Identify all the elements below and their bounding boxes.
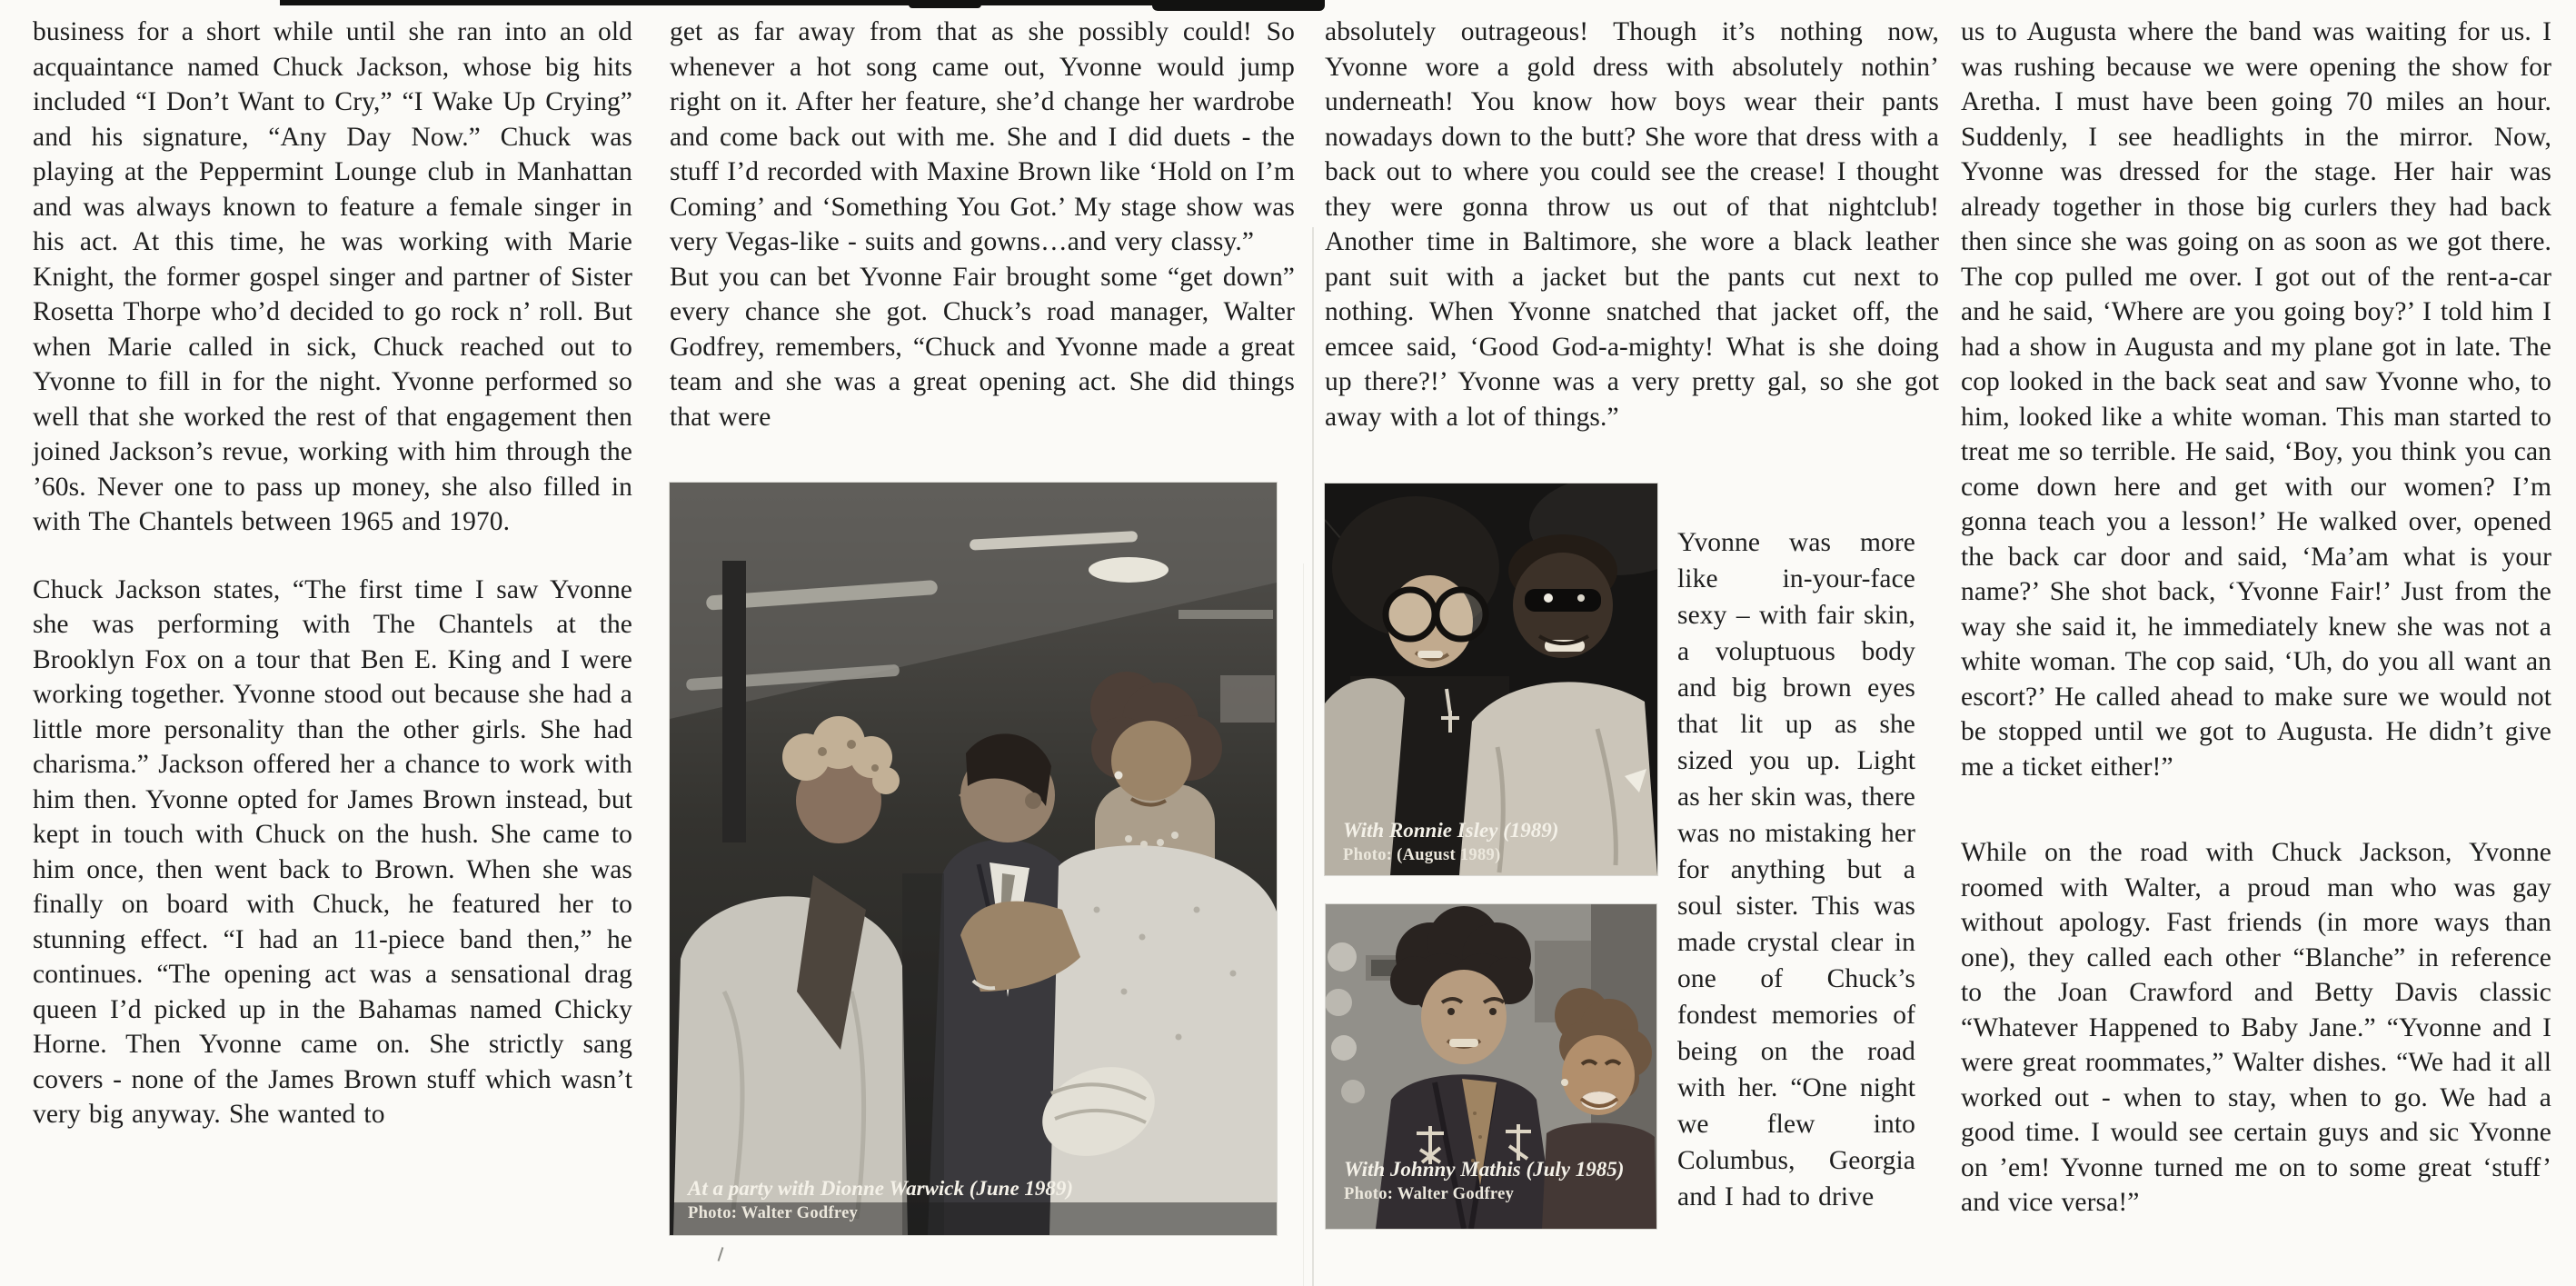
scan-edge-artifact-thick [909, 0, 981, 8]
ronnie-photo-illustration [1325, 483, 1657, 875]
paragraph-chuck-states: Chuck Jackson states, “The first time I saw Yvonne she was performing with The Chantels at the Brooklyn Fox on a tour that Ben E. King and I were working together. Yvonne stood out because she had a little more personality than the other girls. She had charisma.” Jackson offered her a chance to work with him then. Yvonne opted for James Brown instead, but kept in touch with Chuck on the hush. She came to him once, then went back to Brown. When she was finally on board with Chuck, he featured her to stunning effect. “I had an 11-piece band then,” he continues. “The opening act was a sensational drag queen I’d picked up in the Bahamas named Chicky Horne. Then Yvonne came on. She strictly sang covers - none of the James Brown stuff which wasn’t very big anyway. She wanted to [33, 574, 632, 1129]
photo-johnny-mathis [1326, 904, 1656, 1229]
photo-party-dionne-warwick [670, 483, 1277, 1235]
page-fold-line [1312, 227, 1314, 1286]
caption-title: With Ronnie Isley (1989) [1343, 819, 1559, 842]
text-column-3-top [1325, 15, 1939, 482]
text-column-2 [670, 15, 1295, 482]
paragraph-augusta: us to Augusta where the band was waiting for us. I was rushing because we were opening the show for Aretha. I must have been going 70 miles an hour. Suddenly, I see headlights in the mirror. Now, Yvonne was dressed for the stage. Her hair was already together in those big curlers they had back then since she was going on as soon as we got there. The cop pulled me over. I got out of the rent-a-car and he said, ‘Where are you going boy?’ I told him I had a show in Augusta and my plane got in late. The cop looked in the back seat and saw Yvonne who, to him, looked like a white woman. This man started to treat me so terrible. He said, ‘Boy, you think you can come down here and get with our women? I’m gonna teach you a lesson!’ He walked over, opened the back car door and said, ‘Ma’am what is your name?’ She shot back, ‘Yvonne Fair!’ Just from the way she said it, he immediately knew she was not a white woman. The cop said, ‘Uh, do you all want an escort?’ He called ahead to make sure we would not be stopped until we got to Augusta. He didn’t give me a ticket either!” [1961, 17, 2551, 782]
paragraph-outrageous: absolutely outrageous! Though it’s nothing now, Yvonne wore a gold dress with absolutely nothin’ underneath! You know how boys wear their pants nowadays down to the butt? She wore that dress with a back out to where you could see the crease! I thought they were gonna throw us out of that nightclub! Another time in Baltimore, she wore a black leather pant suit with a jacket but the pants cut next to nothing. When Yvonne snatched that jacket off, the emcee said, ‘Good God-a-mighty! What is she doing up there?!’ Yvonne was a very pretty gal, so she got away with a lot of things.” [1325, 17, 1939, 432]
caption-title: At a party with Dionne Warwick (June 1989) [688, 1177, 1074, 1200]
text-column-3-side [1677, 524, 1915, 1261]
mathis-photo-illustration [1326, 904, 1656, 1229]
caption-title: With Johnny Mathis (July 1985) [1344, 1158, 1625, 1181]
caption-credit: Photo: Walter Godfrey [1344, 1185, 1515, 1203]
caption-credit: Photo: (August 1989) [1343, 846, 1501, 864]
paragraph-get-away: get as far away from that as she possibly could! So whenever a hot song came out, Yvonne would jump right on it. After her feature, she’d change her wardrobe and come back out with me. She and I did duets - the stuff I’d recorded with Maxine Brown like ‘Hold on I’m Coming’ and ‘Something You Got.’ My stage show was very Vegas-like - suits and gowns…and very classy.” [670, 17, 1295, 256]
page-fold-line-faint [1303, 563, 1304, 1286]
scan-edge-artifact-end [1152, 0, 1325, 11]
text-column-1 [33, 15, 632, 1132]
photo-ronnie-isley [1325, 483, 1657, 875]
text-column-4 [1961, 15, 2551, 1278]
paragraph-in-your-face: Yvonne was more like in-your-face sexy – with fair skin, a voluptuous body and big brown eyes that lit up as she sized you up. Light as her skin was, there was no mistaking her for anything but a soul sister. This was made crystal clear in one of Chuck’s fondest memories of being on the road with her. “One night we flew into Columbus, Georgia and I had to drive [1677, 528, 1915, 1211]
paragraph-get-down: But you can bet Yvonne Fair brought some “get down” every chance she got. Chuck’s road manager, Walter Godfrey, remembers, “Chuck and Yvonne made a great team and she was a great opening act. She did things that were [670, 262, 1295, 432]
paragraph-business: business for a short while until she ran into an old acquaintance named Chuck Jackson, whose big hits included “I Don’t Want to Cry,” “I Wake Up Crying” and his signature, “Any Day Now.” Chuck was playing at the Peppermint Lounge club in Manhattan and was always known to feature a female singer in his act. At this time, he was working with Marie Knight, the former gospel singer and partner of Sister Rosetta Thorpe who’d decided to go rock n’ roll. But when Marie called in sick, Chuck reached out to Yvonne to fill in for the night. Yvonne performed so well that she worked the rest of that engagement then joined Jackson’s revue, working with him through the ’60s. Never one to pass up money, she also filled in with The Chantels between 1965 and 1970. [33, 17, 632, 536]
caption-credit: Photo: Walter Godfrey [688, 1204, 859, 1222]
party-photo-illustration [670, 483, 1277, 1235]
paragraph-roomed-with-walter: While on the road with Chuck Jackson, Yvonne roomed with Walter, a proud man who was gay without apology. Fast friends (in more ways than one), they called each other “Blanche” in reference to the Joan Crawford and Betty Davis classic “Whatever Happened to Baby Jane.” “Yvonne and I were great roommates,” Walter dishes. “We had it all worked out - when to stay, when to go. We had a good time. I would see certain guys and sic Yvonne on ’em! Yvonne turned me on to some great ‘stuff’ and vice versa!” [1961, 838, 2551, 1217]
scan-stray-mark [718, 1247, 724, 1261]
